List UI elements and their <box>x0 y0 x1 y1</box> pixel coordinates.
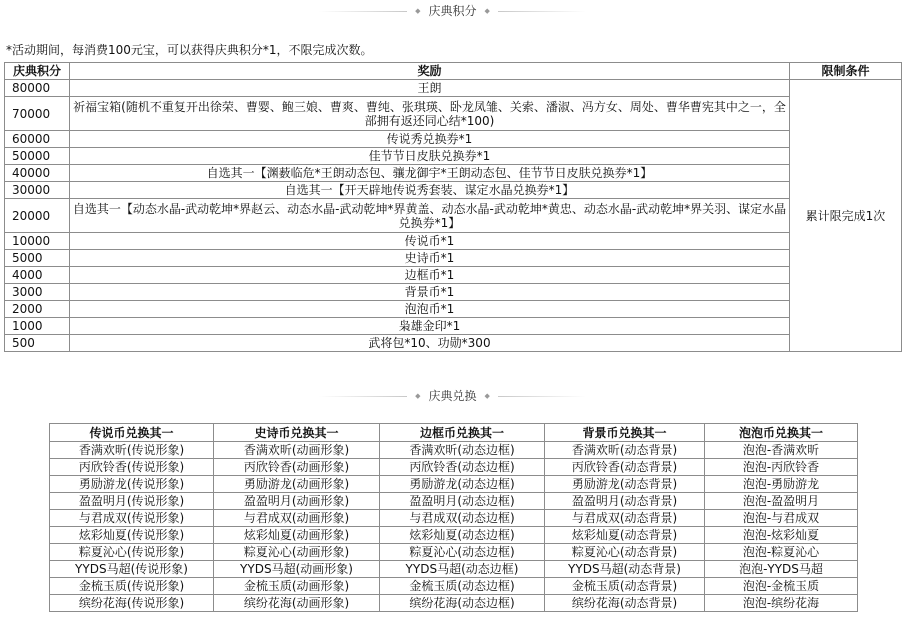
section-title-exchange <box>0 386 905 406</box>
table-row <box>5 165 902 182</box>
section-title-text: 庆典积分 <box>428 4 477 18</box>
diamond-icon: ◆ <box>415 391 421 400</box>
points-cell: 1000 <box>5 318 70 335</box>
legend-item-cell: YYDS马超(传说形象) <box>50 561 214 578</box>
epic-item-cell: 粽夏沁心(动画形象) <box>214 544 380 561</box>
frame-item-cell: 缤纷花海(动态边框) <box>380 595 545 612</box>
reward-cell: 自选其一【渊薮临危*王朗动态包、骧龙御宇*王朗动态包、佳节节日皮肤兑换券*1】 <box>70 165 790 182</box>
table-row <box>5 233 902 250</box>
legend-item-cell: 盈盈明月(传说形象) <box>50 493 214 510</box>
bubble-item-cell: 泡泡-粽夏沁心 <box>705 544 858 561</box>
bubble-item-cell: 泡泡-金梳玉质 <box>705 578 858 595</box>
table-row <box>50 544 858 561</box>
background-item-cell: 丙欣铃香(动态背景) <box>545 459 705 476</box>
legend-item-cell: 粽夏沁心(传说形象) <box>50 544 214 561</box>
table-row <box>5 284 902 301</box>
legend-item-cell: 与君成双(传说形象) <box>50 510 214 527</box>
table-row <box>50 578 858 595</box>
reward-cell: 传说币*1 <box>70 233 790 250</box>
bubble-item-cell: 泡泡-香满欢昕 <box>705 442 858 459</box>
points-cell: 500 <box>5 335 70 352</box>
background-item-cell: 勇励游龙(动态背景) <box>545 476 705 493</box>
frame-item-cell: 勇励游龙(动态边框) <box>380 476 545 493</box>
header-reward: 奖励 <box>70 63 790 80</box>
activity-note: *活动期间，每消费100元宝，可以获得庆典积分*1，不限完成次数。 <box>6 43 373 57</box>
reward-cell: 泡泡币*1 <box>70 301 790 318</box>
background-item-cell: 与君成双(动态背景) <box>545 510 705 527</box>
section-title-text: 庆典兑换 <box>428 389 477 403</box>
table-row <box>50 561 858 578</box>
header-bubble-coin: 泡泡币兑换其一 <box>705 424 858 442</box>
epic-item-cell: 炫彩灿夏(动画形象) <box>214 527 380 544</box>
table-row <box>5 301 902 318</box>
reward-cell: 枭雄金印*1 <box>70 318 790 335</box>
points-cell: 3000 <box>5 284 70 301</box>
points-cell: 80000 <box>5 80 70 97</box>
points-cell: 50000 <box>5 148 70 165</box>
header-points: 庆典积分 <box>5 63 70 80</box>
divider-right <box>498 396 586 397</box>
bubble-item-cell: 泡泡-盈盈明月 <box>705 493 858 510</box>
table-row <box>5 80 902 97</box>
table-row <box>5 199 902 233</box>
frame-item-cell: 盈盈明月(动态边框) <box>380 493 545 510</box>
reward-cell: 佳节节日皮肤兑换券*1 <box>70 148 790 165</box>
reward-cell: 祈福宝箱(随机不重复开出徐荣、曹婴、鲍三娘、曹爽、曹纯、张琪瑛、卧龙凤雏、关索、潘淑、冯方女、周处、曹华曹宪其中之一，全部拥有返还同心结*100) <box>70 97 790 131</box>
background-item-cell: 炫彩灿夏(动态背景) <box>545 527 705 544</box>
frame-item-cell: 丙欣铃香(动态边框) <box>380 459 545 476</box>
points-cell: 20000 <box>5 199 70 233</box>
table-row <box>5 267 902 284</box>
points-cell: 40000 <box>5 165 70 182</box>
section-title-points <box>0 1 905 21</box>
reward-cell: 王朗 <box>70 80 790 97</box>
table-row <box>5 131 902 148</box>
table-row <box>50 493 858 510</box>
table-row <box>5 335 902 352</box>
legend-item-cell: 香满欢昕(传说形象) <box>50 442 214 459</box>
reward-cell: 背景币*1 <box>70 284 790 301</box>
background-item-cell: 粽夏沁心(动态背景) <box>545 544 705 561</box>
legend-item-cell: 勇励游龙(传说形象) <box>50 476 214 493</box>
reward-cell: 史诗币*1 <box>70 250 790 267</box>
points-cell: 30000 <box>5 182 70 199</box>
diamond-icon: ◆ <box>484 391 490 400</box>
frame-item-cell: 香满欢昕(动态边框) <box>380 442 545 459</box>
table-row <box>5 148 902 165</box>
epic-item-cell: 缤纷花海(动画形象) <box>214 595 380 612</box>
epic-item-cell: 勇励游龙(动画形象) <box>214 476 380 493</box>
bubble-item-cell: 泡泡-炫彩灿夏 <box>705 527 858 544</box>
background-item-cell: 缤纷花海(动态背景) <box>545 595 705 612</box>
table-row <box>5 318 902 335</box>
reward-cell: 武将包*10、功勋*300 <box>70 335 790 352</box>
bubble-item-cell: 泡泡-YYDS马超 <box>705 561 858 578</box>
header-frame-coin: 边框币兑换其一 <box>380 424 545 442</box>
bubble-item-cell: 泡泡-与君成双 <box>705 510 858 527</box>
diamond-icon: ◆ <box>415 6 421 15</box>
divider-right <box>498 11 586 12</box>
points-table-header <box>5 63 902 80</box>
points-table <box>4 62 902 352</box>
header-limit: 限制条件 <box>790 63 902 80</box>
legend-item-cell: 丙欣铃香(传说形象) <box>50 459 214 476</box>
frame-item-cell: YYDS马超(动态边框) <box>380 561 545 578</box>
epic-item-cell: 香满欢昕(动画形象) <box>214 442 380 459</box>
header-legend-coin: 传说币兑换其一 <box>50 424 214 442</box>
epic-item-cell: 与君成双(动画形象) <box>214 510 380 527</box>
header-background-coin: 背景币兑换其一 <box>545 424 705 442</box>
header-epic-coin: 史诗币兑换其一 <box>214 424 380 442</box>
limit-cell: 累计限完成1次 <box>790 80 902 352</box>
reward-cell: 传说秀兑换券*1 <box>70 131 790 148</box>
epic-item-cell: 丙欣铃香(动画形象) <box>214 459 380 476</box>
epic-item-cell: YYDS马超(动画形象) <box>214 561 380 578</box>
table-row <box>50 459 858 476</box>
epic-item-cell: 盈盈明月(动画形象) <box>214 493 380 510</box>
legend-item-cell: 炫彩灿夏(传说形象) <box>50 527 214 544</box>
background-item-cell: 盈盈明月(动态背景) <box>545 493 705 510</box>
table-row <box>5 250 902 267</box>
points-cell: 2000 <box>5 301 70 318</box>
exchange-table-header <box>50 424 858 442</box>
reward-cell: 自选其一【开天辟地传说秀套装、谋定水晶兑换券*1】 <box>70 182 790 199</box>
legend-item-cell: 金梳玉质(传说形象) <box>50 578 214 595</box>
epic-item-cell: 金梳玉质(动画形象) <box>214 578 380 595</box>
points-cell: 60000 <box>5 131 70 148</box>
legend-item-cell: 缤纷花海(传说形象) <box>50 595 214 612</box>
background-item-cell: 香满欢昕(动态背景) <box>545 442 705 459</box>
bubble-item-cell: 泡泡-丙欣铃香 <box>705 459 858 476</box>
table-row <box>5 97 902 131</box>
table-row <box>5 182 902 199</box>
divider-left <box>319 11 407 12</box>
divider-left <box>319 396 407 397</box>
reward-cell: 自选其一【动态水晶-武动乾坤*界赵云、动态水晶-武动乾坤*界黄盖、动态水晶-武动乾坤*黄忠、动态水晶-武动乾坤*界关羽、谋定水晶兑换券*1】 <box>70 199 790 233</box>
points-cell: 10000 <box>5 233 70 250</box>
exchange-table <box>49 423 858 612</box>
bubble-item-cell: 泡泡-缤纷花海 <box>705 595 858 612</box>
points-cell: 5000 <box>5 250 70 267</box>
frame-item-cell: 炫彩灿夏(动态边框) <box>380 527 545 544</box>
table-row <box>50 510 858 527</box>
points-cell: 4000 <box>5 267 70 284</box>
points-cell: 70000 <box>5 97 70 131</box>
background-item-cell: 金梳玉质(动态背景) <box>545 578 705 595</box>
frame-item-cell: 粽夏沁心(动态边框) <box>380 544 545 561</box>
diamond-icon: ◆ <box>484 6 490 15</box>
table-row <box>50 476 858 493</box>
bubble-item-cell: 泡泡-勇励游龙 <box>705 476 858 493</box>
table-row <box>50 595 858 612</box>
background-item-cell: YYDS马超(动态背景) <box>545 561 705 578</box>
frame-item-cell: 与君成双(动态边框) <box>380 510 545 527</box>
table-row <box>50 442 858 459</box>
frame-item-cell: 金梳玉质(动态边框) <box>380 578 545 595</box>
table-row <box>50 527 858 544</box>
reward-cell: 边框币*1 <box>70 267 790 284</box>
